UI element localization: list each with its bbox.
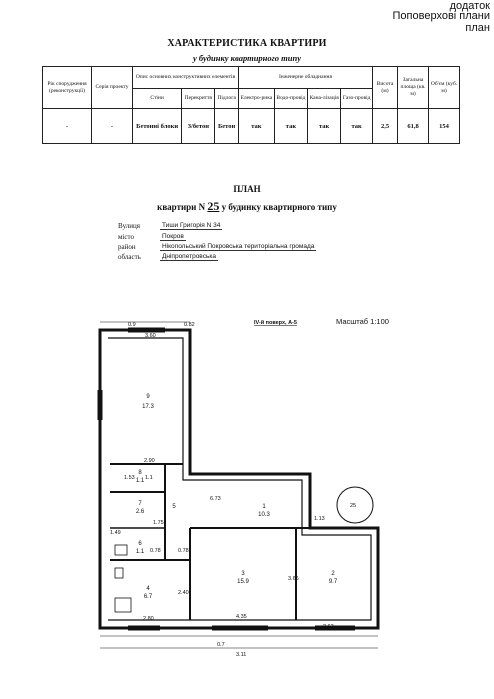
sink-fixture — [115, 545, 127, 555]
col-walls: Стіни — [133, 89, 182, 109]
room-number: 5 — [172, 504, 176, 510]
room-number: 2 — [331, 571, 335, 577]
room-number: 6 — [138, 541, 142, 547]
val-electricity: так — [238, 109, 274, 144]
val-year: - — [43, 109, 92, 144]
header-floor-plans: Поповерхові плани — [392, 10, 490, 22]
room-area: 1.1 — [135, 549, 145, 555]
room-area: 9.7 — [328, 579, 338, 585]
col-subfloor: Підлога — [215, 89, 239, 109]
dim-label: 1.1 — [145, 475, 153, 481]
col-volume: Об'єм (куб. м) — [429, 67, 460, 109]
room-area: 1.1 — [135, 478, 145, 484]
fridge-fixture — [115, 568, 123, 578]
dim-label: 3.11 — [236, 652, 247, 658]
dim-label: 6.73 — [210, 496, 221, 502]
val-subfloor: Бетон — [215, 109, 239, 144]
region-label: область — [118, 253, 141, 261]
city-label: місто — [118, 233, 134, 241]
characteristic-subtitle: у будинку квартирного типу — [193, 53, 301, 63]
room-number: 9 — [146, 394, 150, 400]
plan-subtitle-suffix: у будинку квартирного типу — [221, 202, 337, 212]
val-floors: З/бетон — [182, 109, 215, 144]
room-number: 7 — [138, 501, 142, 507]
dim-label: 2.40 — [178, 590, 189, 596]
col-series: Серія проекту — [92, 67, 133, 109]
room-area: 15.9 — [237, 579, 249, 585]
dim-label: 1.13 — [314, 516, 325, 522]
val-series: - — [92, 109, 133, 144]
city-value: Покров — [162, 233, 184, 240]
dim-label: 0.9 — [128, 322, 136, 328]
room-area: 2.6 — [135, 509, 145, 515]
dim-label: 3.66 — [288, 576, 299, 582]
apartment-number: 25 — [207, 199, 220, 213]
val-volume: 154 — [429, 109, 460, 144]
plan-subtitle-prefix: квартири — [157, 202, 197, 212]
room-area: 6.7 — [143, 594, 153, 600]
scale-label: Масштаб 1:100 — [336, 317, 389, 326]
col-gas: Газо-провід — [341, 89, 373, 109]
val-water: так — [274, 109, 307, 144]
col-year: Рік спорудження (реконструкції) — [43, 67, 92, 109]
col-engineering: Інженерне обладнання — [238, 67, 372, 89]
dim-label: 25 — [350, 503, 357, 509]
room-number: 3 — [241, 571, 245, 577]
district-label: район — [118, 243, 136, 251]
val-height: 2,5 — [373, 109, 398, 144]
room-number: 1 — [262, 504, 266, 510]
dim-label: 1.53 — [124, 475, 135, 481]
col-total-area: Загальна площа (кв. м) — [398, 67, 429, 109]
characteristic-title: ХАРАКТЕРИСТИКА КВАРТИРИ — [167, 38, 327, 49]
street-value: Тиши Григорія N 34 — [162, 222, 221, 229]
dim-label: 0.78 — [178, 548, 189, 554]
dim-label: 3.60 — [145, 333, 156, 339]
street-label: Вулиця — [118, 222, 140, 230]
region-value: Дніпропетровська — [162, 253, 216, 260]
val-total-area: 61,8 — [398, 109, 429, 144]
dim-label: 0.82 — [184, 322, 195, 328]
header-annex: додаток — [449, 0, 490, 12]
dim-label: 4.35 — [236, 614, 247, 620]
floor-label: IV-й поверх, А-5 — [254, 320, 297, 326]
val-walls: Бетонні блоки — [133, 109, 182, 144]
district-value: Нікопольський Покровська територіальна громада — [162, 243, 315, 250]
dim-label: 1.49 — [110, 530, 121, 536]
val-sewer: так — [308, 109, 341, 144]
col-electricity: Електро-рика — [238, 89, 274, 109]
col-water: Водо-провід — [274, 89, 307, 109]
room-number: 4 — [146, 586, 150, 592]
room-area: 10.3 — [258, 512, 270, 518]
plan-title: ПЛАН — [233, 184, 261, 194]
dim-label: 2.80 — [143, 616, 154, 622]
val-gas: так — [341, 109, 373, 144]
col-structural: Опис основних конструктивних елементів — [133, 67, 239, 89]
dim-label: 0.78 — [150, 548, 161, 554]
stove-fixture — [115, 598, 131, 612]
dim-label: 2.63 — [323, 624, 334, 630]
room-area: 17.3 — [142, 404, 154, 410]
room-number: 8 — [138, 470, 142, 476]
plan-number-label: N — [198, 202, 206, 212]
dim-label: 0.7 — [217, 642, 225, 648]
dim-label: 2.90 — [144, 458, 155, 464]
col-sewer: Кана-лізація — [308, 89, 341, 109]
col-height: Висота (м) — [373, 67, 398, 109]
header-plan: план — [465, 22, 490, 34]
dim-label: 1.75 — [153, 520, 164, 526]
col-floors: Перекриття — [182, 89, 215, 109]
